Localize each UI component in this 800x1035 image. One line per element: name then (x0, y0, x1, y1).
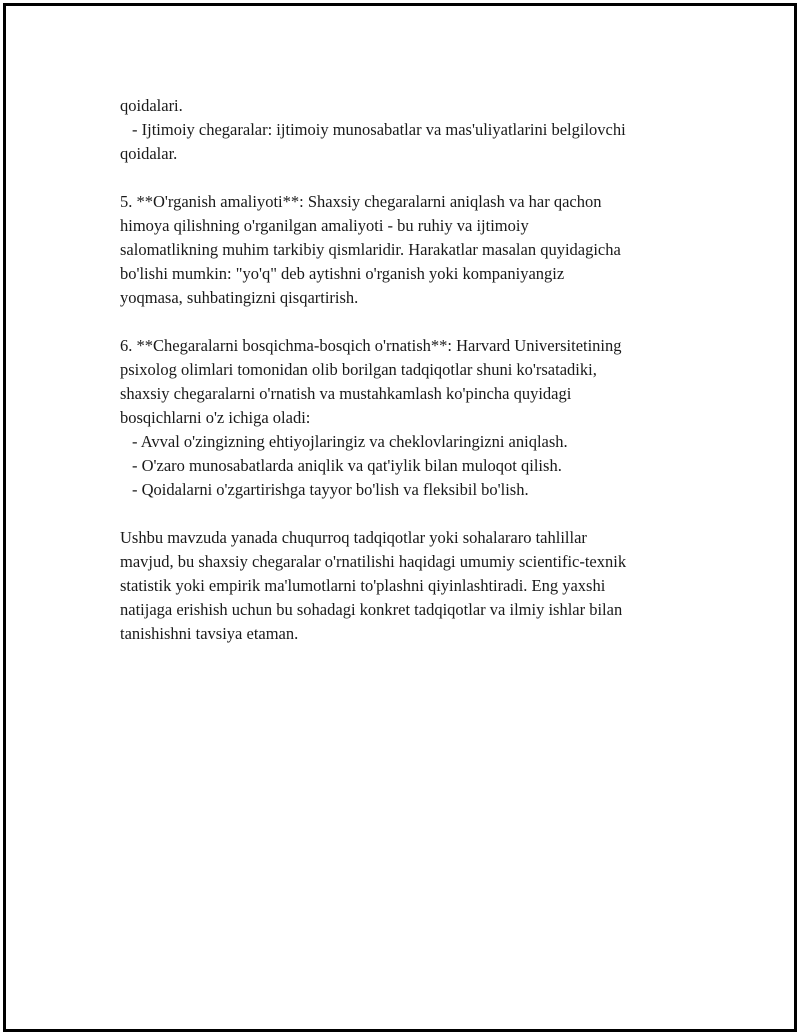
text-line: psixolog olimlari tomonidan olib borilgan tadqiqotlar shuni ko'rsatadiki, (120, 360, 597, 379)
page-frame (3, 3, 797, 1032)
paragraph-spacer (120, 310, 700, 334)
text-line: shaxsiy chegaralarni o'rnatish va mustahkamlash ko'pincha quyidagi (120, 384, 572, 403)
text-line: 6. **Chegaralarni bosqichma-bosqich o'rnatish**: Harvard Universitetining (120, 336, 622, 355)
bullet-line: - Qoidalarni o'zgartirishga tayyor bo'lish va fleksibil bo'lish. (132, 480, 529, 499)
text-line: tanishishni tavsiya etaman. (120, 624, 299, 643)
text-line: statistik yoki empirik ma'lumotlarni to'plashni qiyinlashtiradi. Eng yaxshi (120, 576, 606, 595)
section-5-paragraph (120, 190, 700, 310)
paragraph-spacer (120, 502, 700, 526)
conclusion-paragraph (120, 526, 700, 646)
text-line: mavjud, bu shaxsiy chegaralar o'rnatilishi haqidagi umumiy scientific-texnik (120, 552, 627, 571)
text-line: Ushbu mavzuda yanada chuqurroq tadqiqotlar yoki sohalararo tahlillar (120, 528, 587, 547)
text-line: yoqmasa, suhbatingizni qisqartirish. (120, 288, 359, 307)
text-line: qoidalar. (120, 144, 178, 163)
bullet-line: - Avval o'zingizning ehtiyojlaringiz va cheklovlaringizni aniqlash. (132, 432, 568, 451)
text-line: himoya qilishning o'rganilgan amaliyoti - bu ruhiy va ijtimoiy (120, 216, 529, 235)
text-line: salomatlikning muhim tarkibiy qismlaridir. Harakatlar masalan quyidagicha (120, 240, 621, 259)
section-6-paragraph (120, 334, 700, 502)
text-line: bo'lishi mumkin: "yo'q" deb aytishni o'rganish yoki kompaniyangiz (120, 264, 565, 283)
bullet-line: - Ijtimoiy chegaralar: ijtimoiy munosabatlar va mas'uliyatlarini belgilovchi (132, 120, 626, 139)
document-body (120, 94, 700, 646)
intro-tail-block (120, 94, 700, 166)
paragraph-spacer (120, 166, 700, 190)
text-line: natijaga erishish uchun bu sohadagi konkret tadqiqotlar va ilmiy ishlar bilan (120, 600, 623, 619)
text-line: 5. **O'rganish amaliyoti**: Shaxsiy chegaralarni aniqlash va har qachon (120, 192, 602, 211)
bullet-line: - O'zaro munosabatlarda aniqlik va qat'iylik bilan muloqot qilish. (132, 456, 562, 475)
text-line: qoidalari. (120, 96, 183, 115)
text-line: bosqichlarni o'z ichiga oladi: (120, 408, 311, 427)
